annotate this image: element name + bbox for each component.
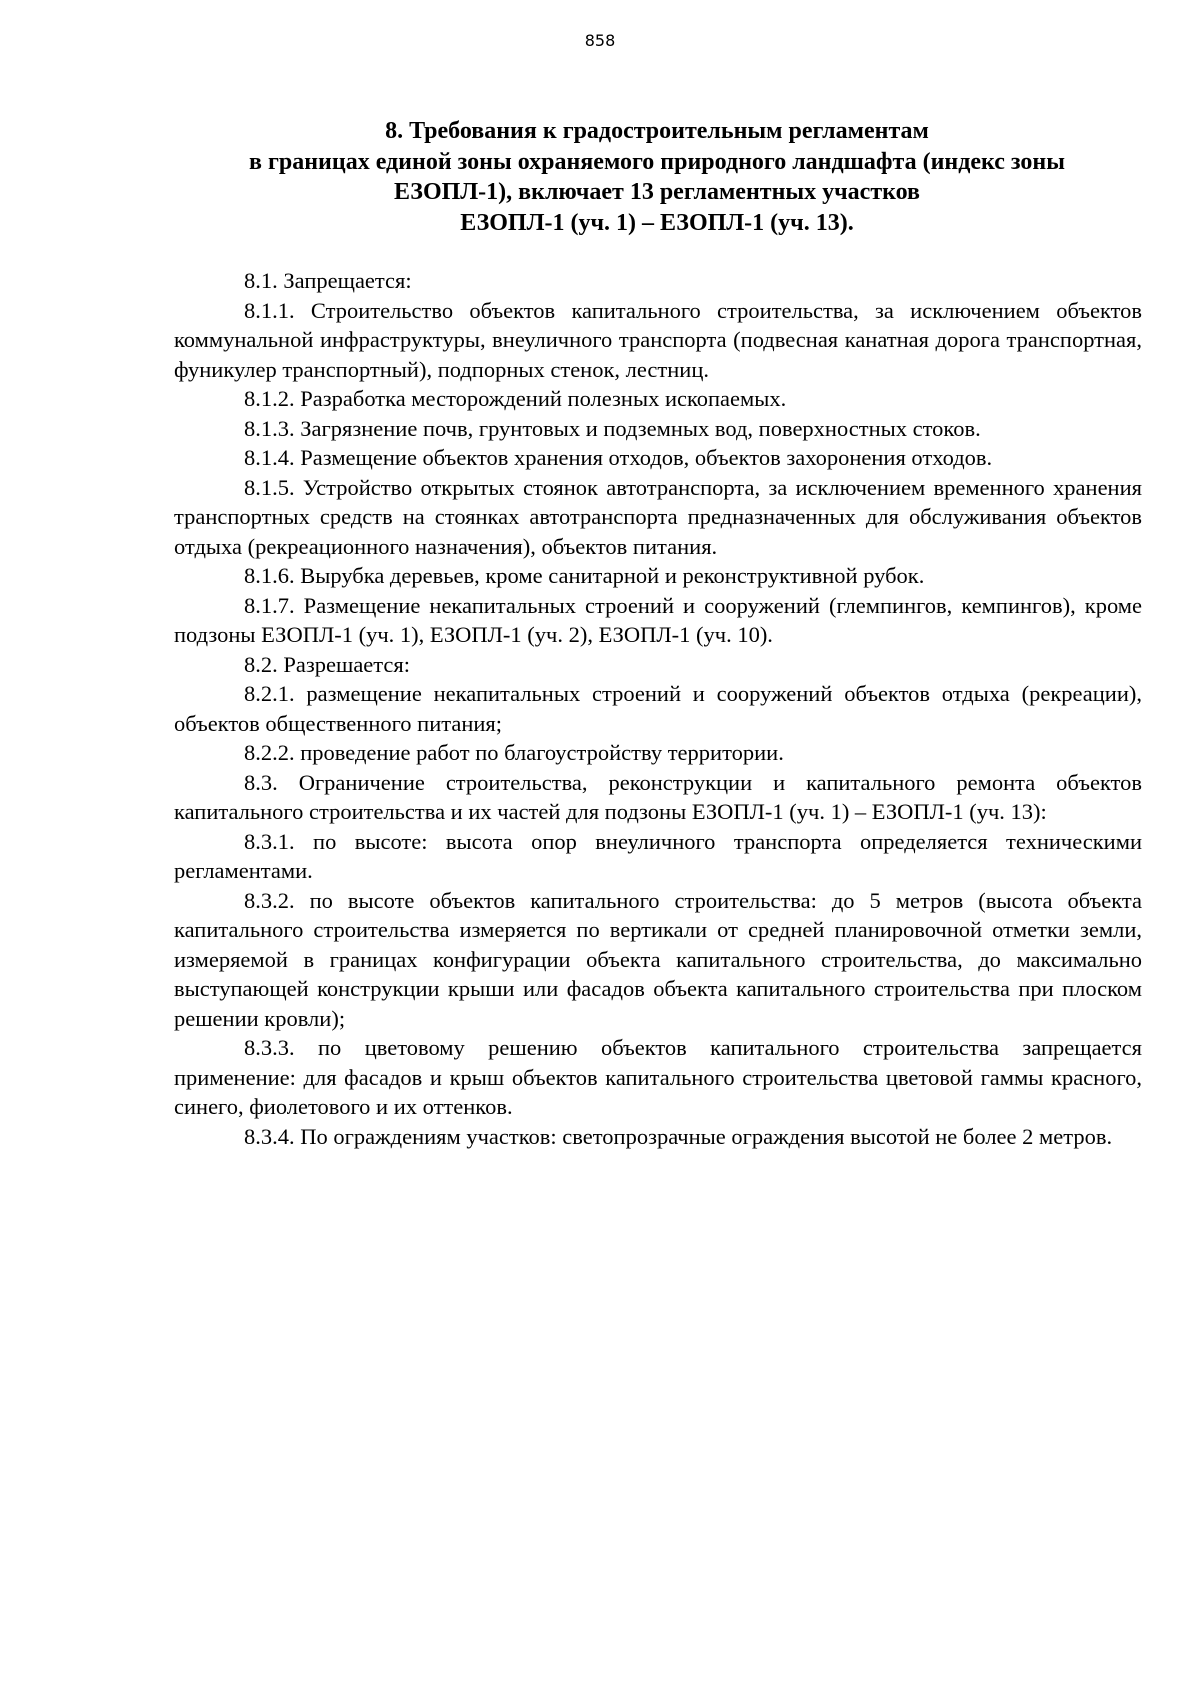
paragraph-8-3-3: 8.3.3. по цветовому решению объектов капитального строительства запрещается применение: для фасадов и крыш объектов капитального строительства цветовой гаммы красного, синего, фиолетового и их оттенков. [174,1035,1142,1119]
paragraph-8-2: 8.2. Разрешается: [244,651,410,677]
paragraph-8-3-2: 8.3.2. по высоте объектов капитального строительства: до 5 метров (высота объекта капитального строительства измеряется по вертикали от средней планировочной отметки земли, измеряемой в границах конфигурации объекта капитального строительства, до максимально выступающей конструкции крыши или фасадов объекта капитального строительства при плоском решении кровли); [174,887,1142,1031]
paragraph-8-1: 8.1. Запрещается: [244,268,412,293]
paragraph-8-1-2: 8.1.2. Разработка месторождений полезных ископаемых. [244,386,787,411]
section-title-line-2: в границах единой зоны охраняемого природного ландшафта (индекс зоны [249,148,1065,175]
paragraph-8-2-2: 8.2.2. проведение работ по благоустройству территории. [244,740,784,765]
paragraph-8-1-1: 8.1.1. Строительство объектов капитального строительства, за исключением объектов коммунальной инфраструктуры, внеуличного транспорта (подвесная канатная дорога транспортная, фуникулер транспортный), подпорных стенок, лестниц. [174,297,1142,382]
paragraph-8-1-7: 8.1.7. Размещение некапитальных строений и сооружений (глемпингов, кемпингов), кроме подзоны ЕЗОПЛ-1 (уч. 1), ЕЗОПЛ-1 (уч. 2), ЕЗОПЛ-1 (уч. 10). [174,592,1142,647]
document-body [174,266,1142,1151]
paragraph-8-3-1: 8.3.1. по высоте: высота опор внеуличного транспорта определяется техническими регламентами. [174,828,1142,883]
section-title [172,116,1142,238]
section-title-line-3: ЕЗОПЛ-1), включает 13 регламентных участков [393,179,920,205]
section-title-line-4: ЕЗОПЛ-1 (уч. 1) – ЕЗОПЛ-1 (уч. 13). [460,209,854,236]
paragraph-8-1-3: 8.1.3. Загрязнение почв, грунтовых и подземных вод, поверхностных стоков. [244,415,981,441]
paragraph-8-2-1: 8.2.1. размещение некапитальных строений и сооружений объектов отдыха (рекреации), объектов общественного питания; [174,681,1142,736]
section-title-line-1: 8. Требования к градостроительным регламентам [385,118,929,144]
paragraph-8-3-4: 8.3.4. По ограждениям участков: светопрозрачные ограждения высотой не более 2 метров. [244,1123,1113,1149]
paragraph-8-1-4: 8.1.4. Размещение объектов хранения отходов, объектов захоронения отходов. [244,445,993,470]
page-number: 858 [584,31,616,50]
paragraph-8-1-5: 8.1.5. Устройство открытых стоянок автотранспорта, за исключением временного хранения транспортных средств на стоянках автотранспорта предназначенных для обслуживания объектов отдыха (рекреационного назначения), объектов питания. [174,474,1142,559]
paragraph-8-1-6: 8.1.6. Вырубка деревьев, кроме санитарной и реконструктивной рубок. [244,563,925,588]
paragraph-8-3: 8.3. Ограничение строительства, реконструкции и капитального ремонта объектов капитального строительства и их частей для подзоны ЕЗОПЛ-1 (уч. 1) – ЕЗОПЛ-1 (уч. 13): [174,769,1142,824]
